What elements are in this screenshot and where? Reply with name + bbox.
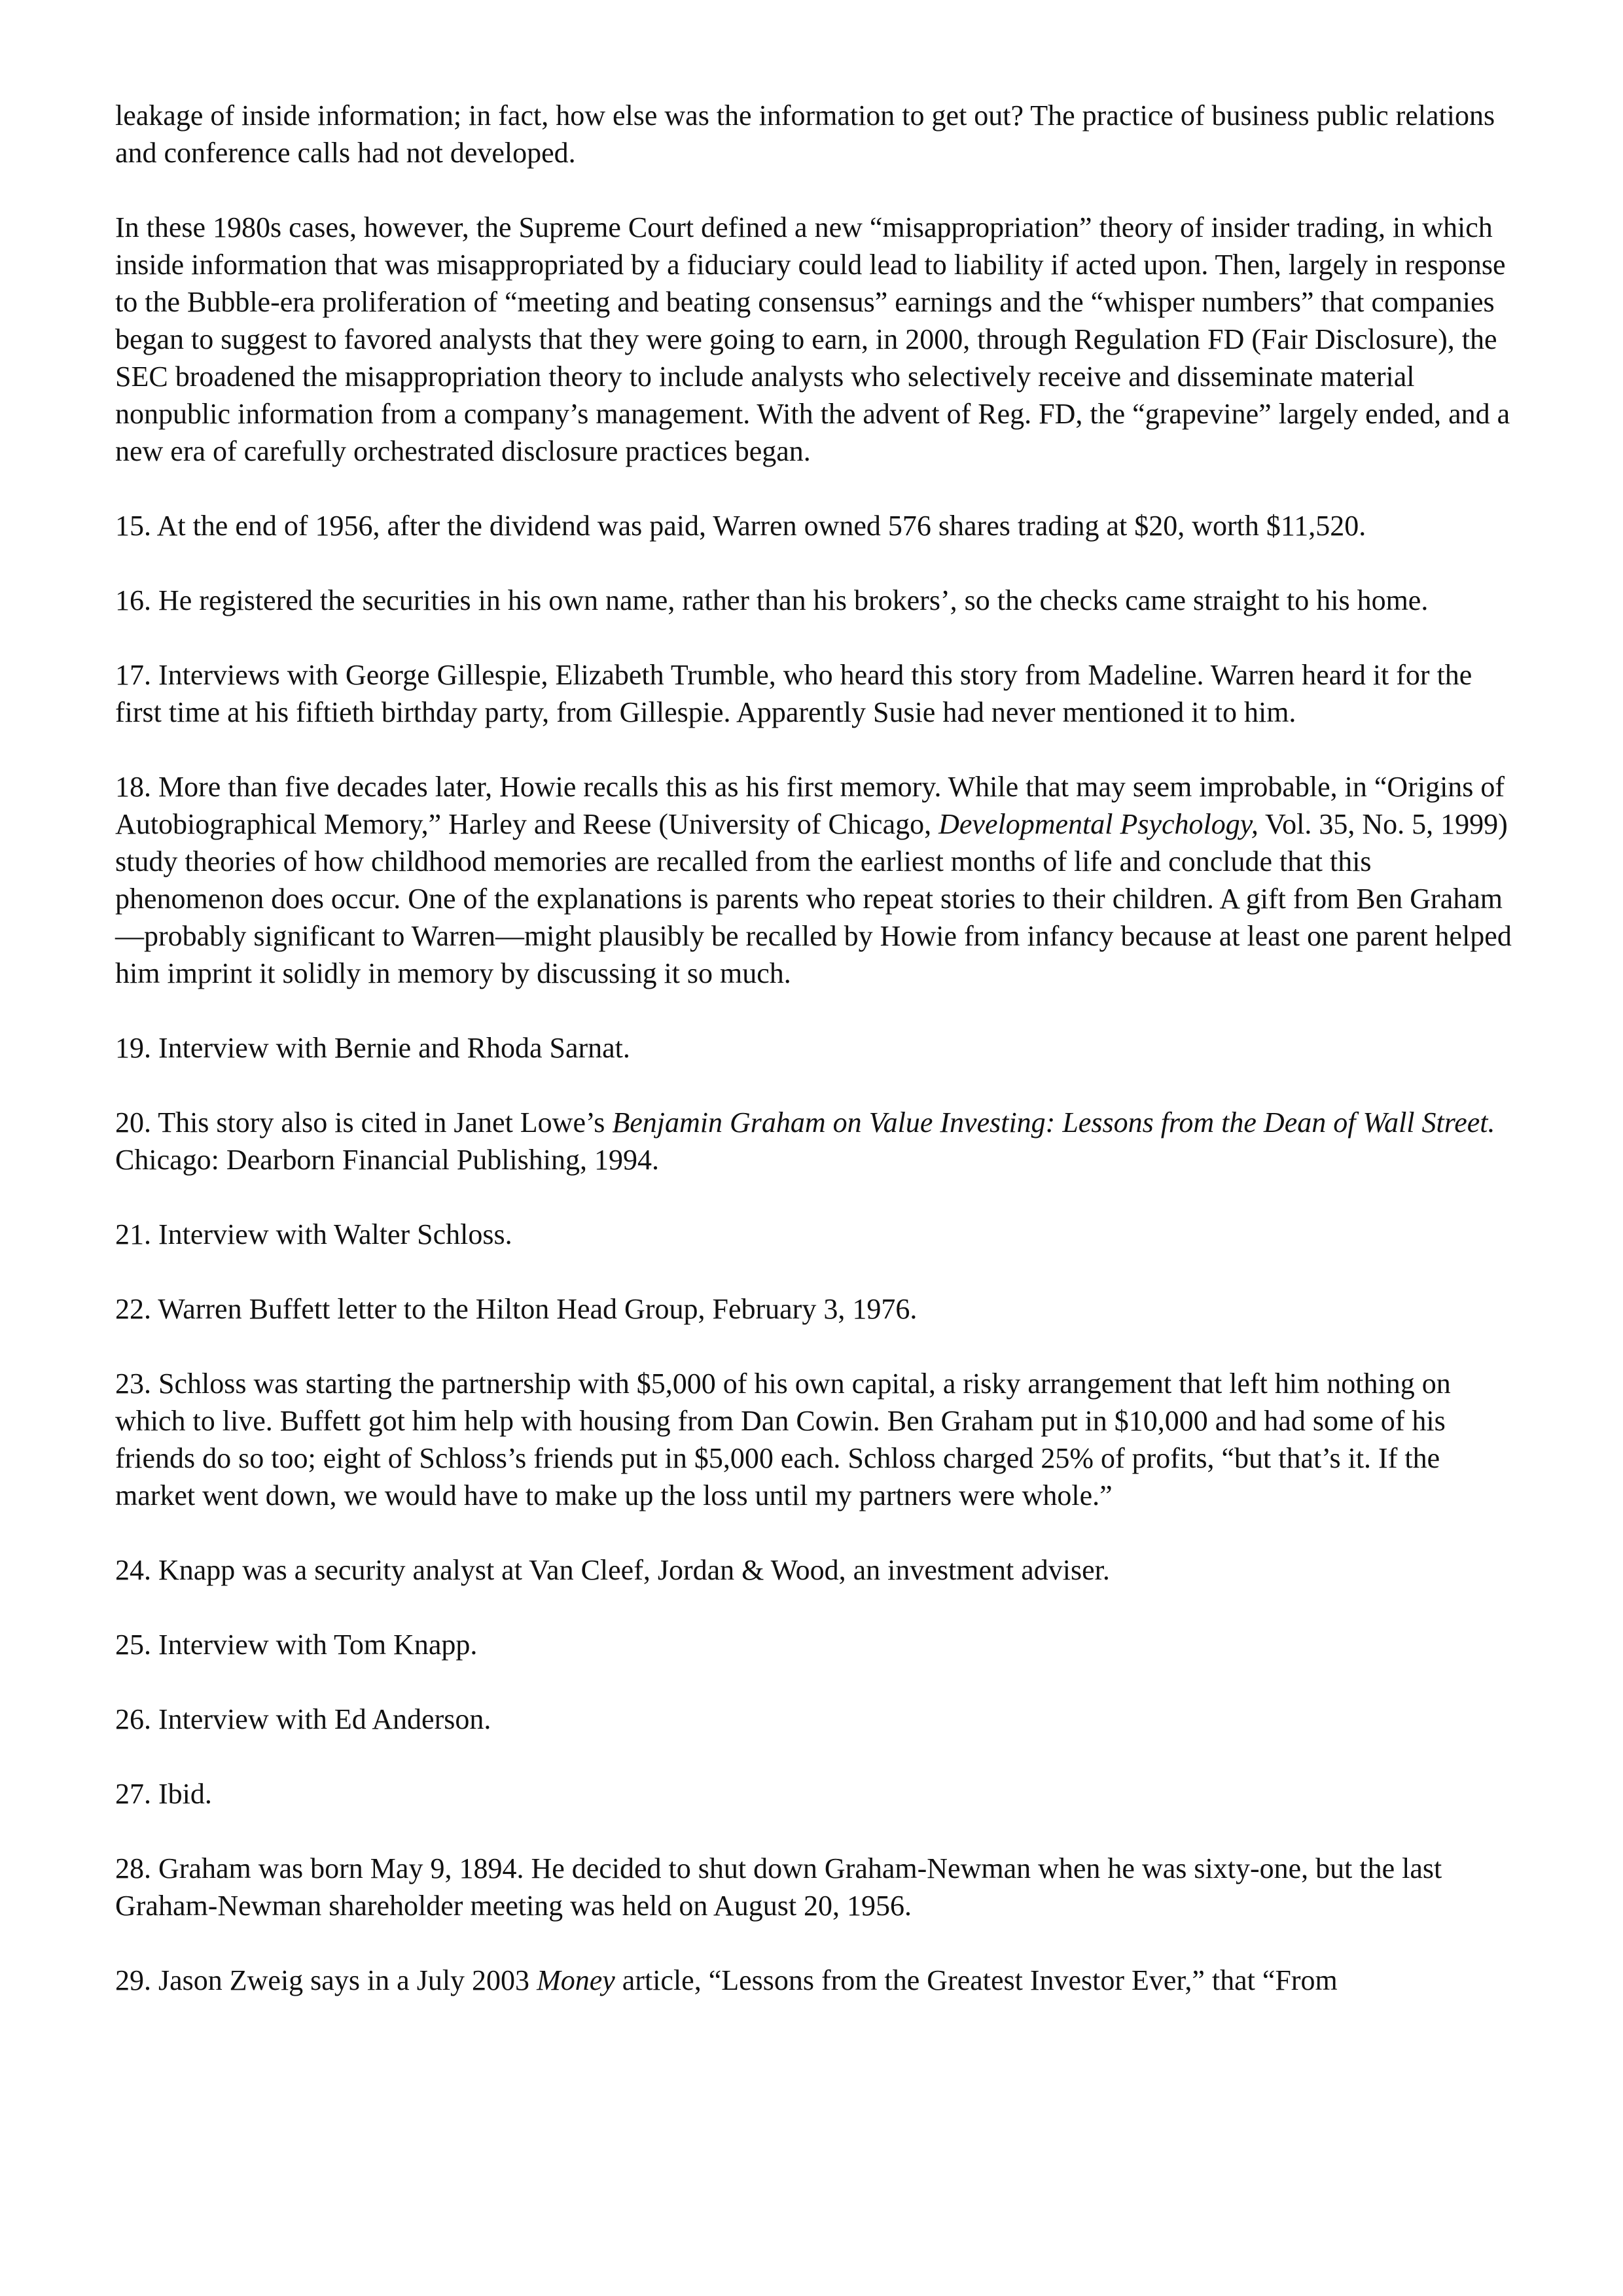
endnote-italic-title: Money — [537, 1964, 615, 1996]
endnote-text: 25. Interview with Tom Knapp. — [115, 1629, 478, 1661]
endnote-19 — [115, 1029, 1522, 1067]
endnote-text: 21. Interview with Walter Schloss. — [115, 1218, 512, 1250]
paragraph-text: leakage of inside information; in fact, how else was the information to get out? The practice of business public relations and conference calls had not developed. — [115, 99, 1495, 169]
endnote-21 — [115, 1216, 1522, 1253]
endnote-italic-title: Developmental Psychology, — [938, 808, 1258, 840]
endnote-text: 28. Graham was born May 9, 1894. He decided to shut down Graham-Newman when he was sixty-one, but the last Graham-Newman shareholder meeting was held on August 20, 1956. — [115, 1852, 1442, 1922]
paragraph-continuation-2 — [115, 209, 1522, 470]
endnote-text: 16. He registered the securities in his own name, rather than his brokers’, so the checks came straight to his home. — [115, 584, 1429, 616]
endnote-20 — [115, 1104, 1522, 1178]
document-page — [115, 97, 1522, 1999]
endnote-25 — [115, 1626, 1522, 1663]
endnote-text: 19. Interview with Bernie and Rhoda Sarnat. — [115, 1032, 630, 1064]
endnote-text: 18. More than five decades later, Howie recalls this as his first memory. While that may seem improbable, in “Origins of Autobiographical Memory,” Harley and Reese (University of Chicago, — [115, 771, 1505, 840]
endnote-text: 29. Jason Zweig says in a July 2003 — [115, 1964, 537, 1996]
endnote-text: 20. This story also is cited in Janet Lowe’s — [115, 1106, 613, 1139]
endnote-17 — [115, 656, 1522, 731]
endnote-28 — [115, 1850, 1522, 1924]
endnote-23 — [115, 1365, 1522, 1514]
endnote-text: 17. Interviews with George Gillespie, Elizabeth Trumble, who heard this story from Madeline. Warren heard it for the first time at his fiftieth birthday party, from Gillespie. Apparently Susie had never mentioned it to him. — [115, 659, 1472, 728]
endnote-16 — [115, 582, 1522, 619]
paragraph-text: In these 1980s cases, however, the Supreme Court defined a new “misappropriation” theory of insider trading, in which inside information that was misappropriated by a fiduciary could lead to liability if acted upon. Then, largely in response to the Bubble-era proliferation of “meeting and beating consensus” earnings and the “whisper numbers” that companies began to suggest to favored analysts that they were going to earn, in 2000, through Regulation FD (Fair Disclosure), the SEC broadened the misappropriation theory to include analysts who selectively receive and disseminate material nonpublic information from a company’s management. With the advent of Reg. FD, the “grapevine” largely ended, and a new era of carefully orchestrated disclosure practices began. — [115, 211, 1510, 467]
endnote-24 — [115, 1551, 1522, 1589]
endnote-18 — [115, 768, 1522, 992]
endnote-text: 27. Ibid. — [115, 1778, 212, 1810]
endnote-27 — [115, 1775, 1522, 1812]
endnote-italic-title: Benjamin Graham on Value Investing: Lessons from the Dean of Wall Street. — [612, 1106, 1495, 1139]
paragraph-continuation-1 — [115, 97, 1522, 171]
endnote-text: article, “Lessons from the Greatest Investor Ever,” that “From — [615, 1964, 1338, 1996]
endnote-text: Vol. 35, No. 5, 1999) study theories of how childhood memories are recalled from the earliest months of life and conclude that this phenomenon does occur. One of the explanations is parents who repeat stories to their children. A gift from Ben Graham—probably significant to Warren—might plausibly be recalled by Howie from infancy because at least one parent helped him imprint it solidly in memory by discussing it so much. — [115, 808, 1512, 989]
endnote-26 — [115, 1701, 1522, 1738]
endnote-text: 22. Warren Buffett letter to the Hilton Head Group, February 3, 1976. — [115, 1293, 918, 1325]
endnote-text: 23. Schloss was starting the partnership with $5,000 of his own capital, a risky arrangement that left him nothing on which to live. Buffett got him help with housing from Dan Cowin. Ben Graham put in $10,000 and had some of his friends do so too; eight of Schloss’s friends put in $5,000 each. Schloss charged 25% of profits, “but that’s it. If the market went down, we would have to make up the loss until my partners were whole.” — [115, 1368, 1451, 1511]
endnote-22 — [115, 1290, 1522, 1328]
endnote-text: 15. At the end of 1956, after the dividend was paid, Warren owned 576 shares trading at $20, worth $11,520. — [115, 510, 1366, 542]
endnote-text: Chicago: Dearborn Financial Publishing, 1994. — [115, 1144, 659, 1176]
endnote-text: 26. Interview with Ed Anderson. — [115, 1703, 491, 1735]
endnote-29 — [115, 1962, 1522, 1999]
endnote-text: 24. Knapp was a security analyst at Van Cleef, Jordan & Wood, an investment adviser. — [115, 1554, 1110, 1586]
endnote-15 — [115, 507, 1522, 544]
